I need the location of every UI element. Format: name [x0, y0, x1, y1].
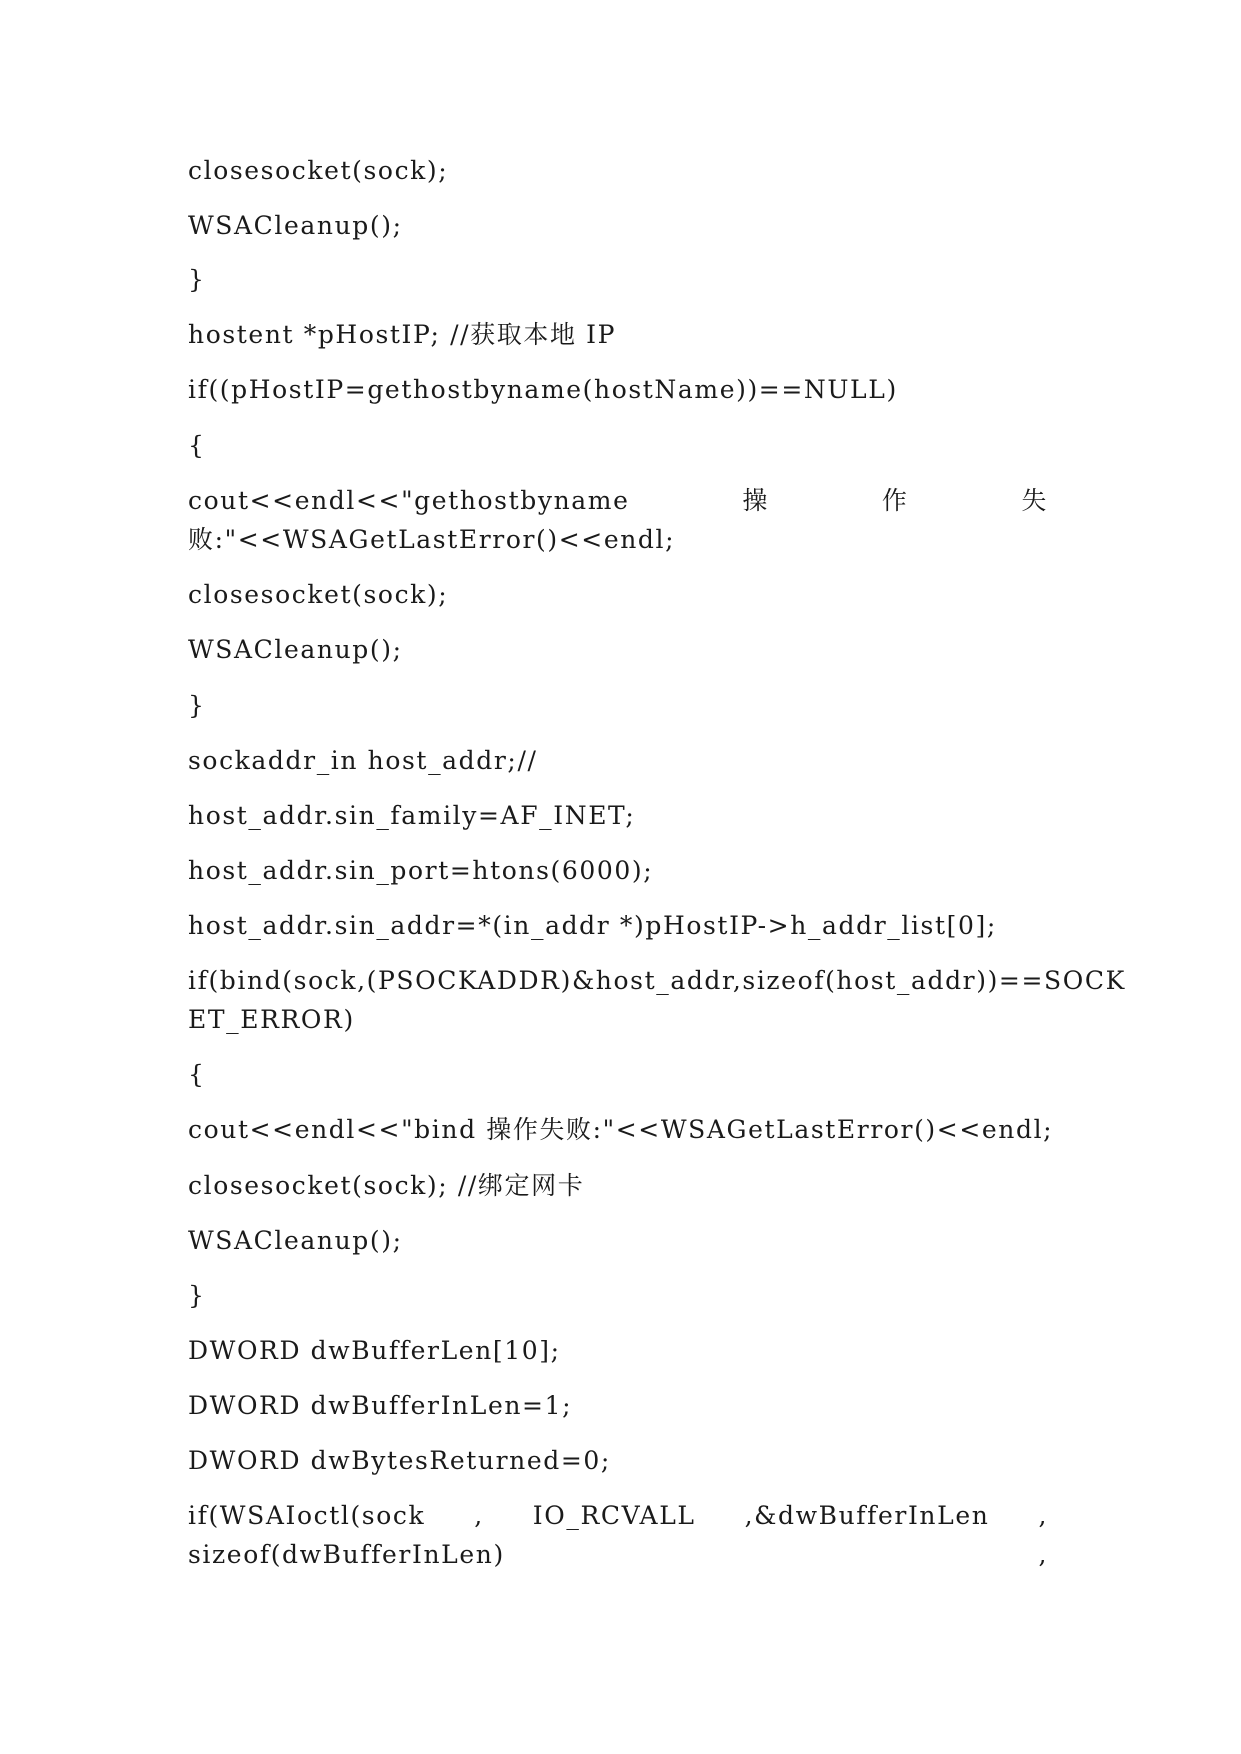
- code-line: closesocket(sock); //绑定网卡: [188, 1171, 585, 1200]
- code-line: host_addr.sin_family=AF_INET;: [188, 801, 636, 830]
- code-line: closesocket(sock);: [188, 156, 449, 185]
- code-segment: 失: [1021, 486, 1048, 515]
- code-line: closesocket(sock);: [188, 580, 449, 609]
- code-line: if((pHostIP=gethostbyname(hostName))==NULL): [188, 375, 898, 404]
- code-segment: 作: [881, 486, 909, 515]
- code-segment: ,: [1038, 1501, 1048, 1530]
- code-line: DWORD dwBufferInLen=1;: [188, 1391, 573, 1420]
- code-line: WSACleanup();: [188, 211, 403, 240]
- code-line: ET_ERROR): [188, 1005, 355, 1034]
- code-segment: IO_RCVALL: [532, 1501, 696, 1530]
- code-line-justified: [188, 1536, 1048, 1574]
- code-line: {: [188, 1060, 206, 1089]
- code-line: }: [188, 691, 206, 720]
- code-line: host_addr.sin_addr=*(in_addr *)pHostIP->h_addr_list[0];: [188, 911, 997, 940]
- code-segment: if(WSAIoctl(sock: [188, 1501, 426, 1530]
- code-line: WSACleanup();: [188, 635, 403, 664]
- code-line: }: [188, 1281, 206, 1310]
- code-segment: cout<<endl<<"gethostbyname: [188, 486, 630, 515]
- code-segment: ,: [474, 1501, 484, 1530]
- code-line-justified: [188, 1497, 1048, 1535]
- code-line: host_addr.sin_port=htons(6000);: [188, 856, 654, 885]
- code-line: if(bind(sock,(PSOCKADDR)&host_addr,sizeof(host_addr))==SOCK: [188, 966, 1126, 995]
- code-line: 败:"<<WSAGetLastError()<<endl;: [188, 525, 676, 554]
- code-segment: ,&dwBufferInLen: [744, 1501, 990, 1530]
- code-line: {: [188, 431, 206, 460]
- code-line: DWORD dwBytesReturned=0;: [188, 1446, 611, 1475]
- code-line: WSACleanup();: [188, 1226, 403, 1255]
- code-segment: sizeof(dwBufferInLen): [188, 1540, 505, 1569]
- code-line: DWORD dwBufferLen[10];: [188, 1336, 561, 1365]
- code-line: hostent *pHostIP; //获取本地 IP: [188, 320, 617, 349]
- code-line-justified: [188, 482, 1048, 520]
- code-segment: ,: [1038, 1540, 1048, 1569]
- code-line: cout<<endl<<"bind 操作失败:"<<WSAGetLastError()<<endl;: [188, 1115, 1054, 1144]
- code-line: }: [188, 265, 206, 294]
- code-segment: 操: [742, 486, 769, 515]
- code-line: sockaddr_in host_addr;//: [188, 746, 538, 775]
